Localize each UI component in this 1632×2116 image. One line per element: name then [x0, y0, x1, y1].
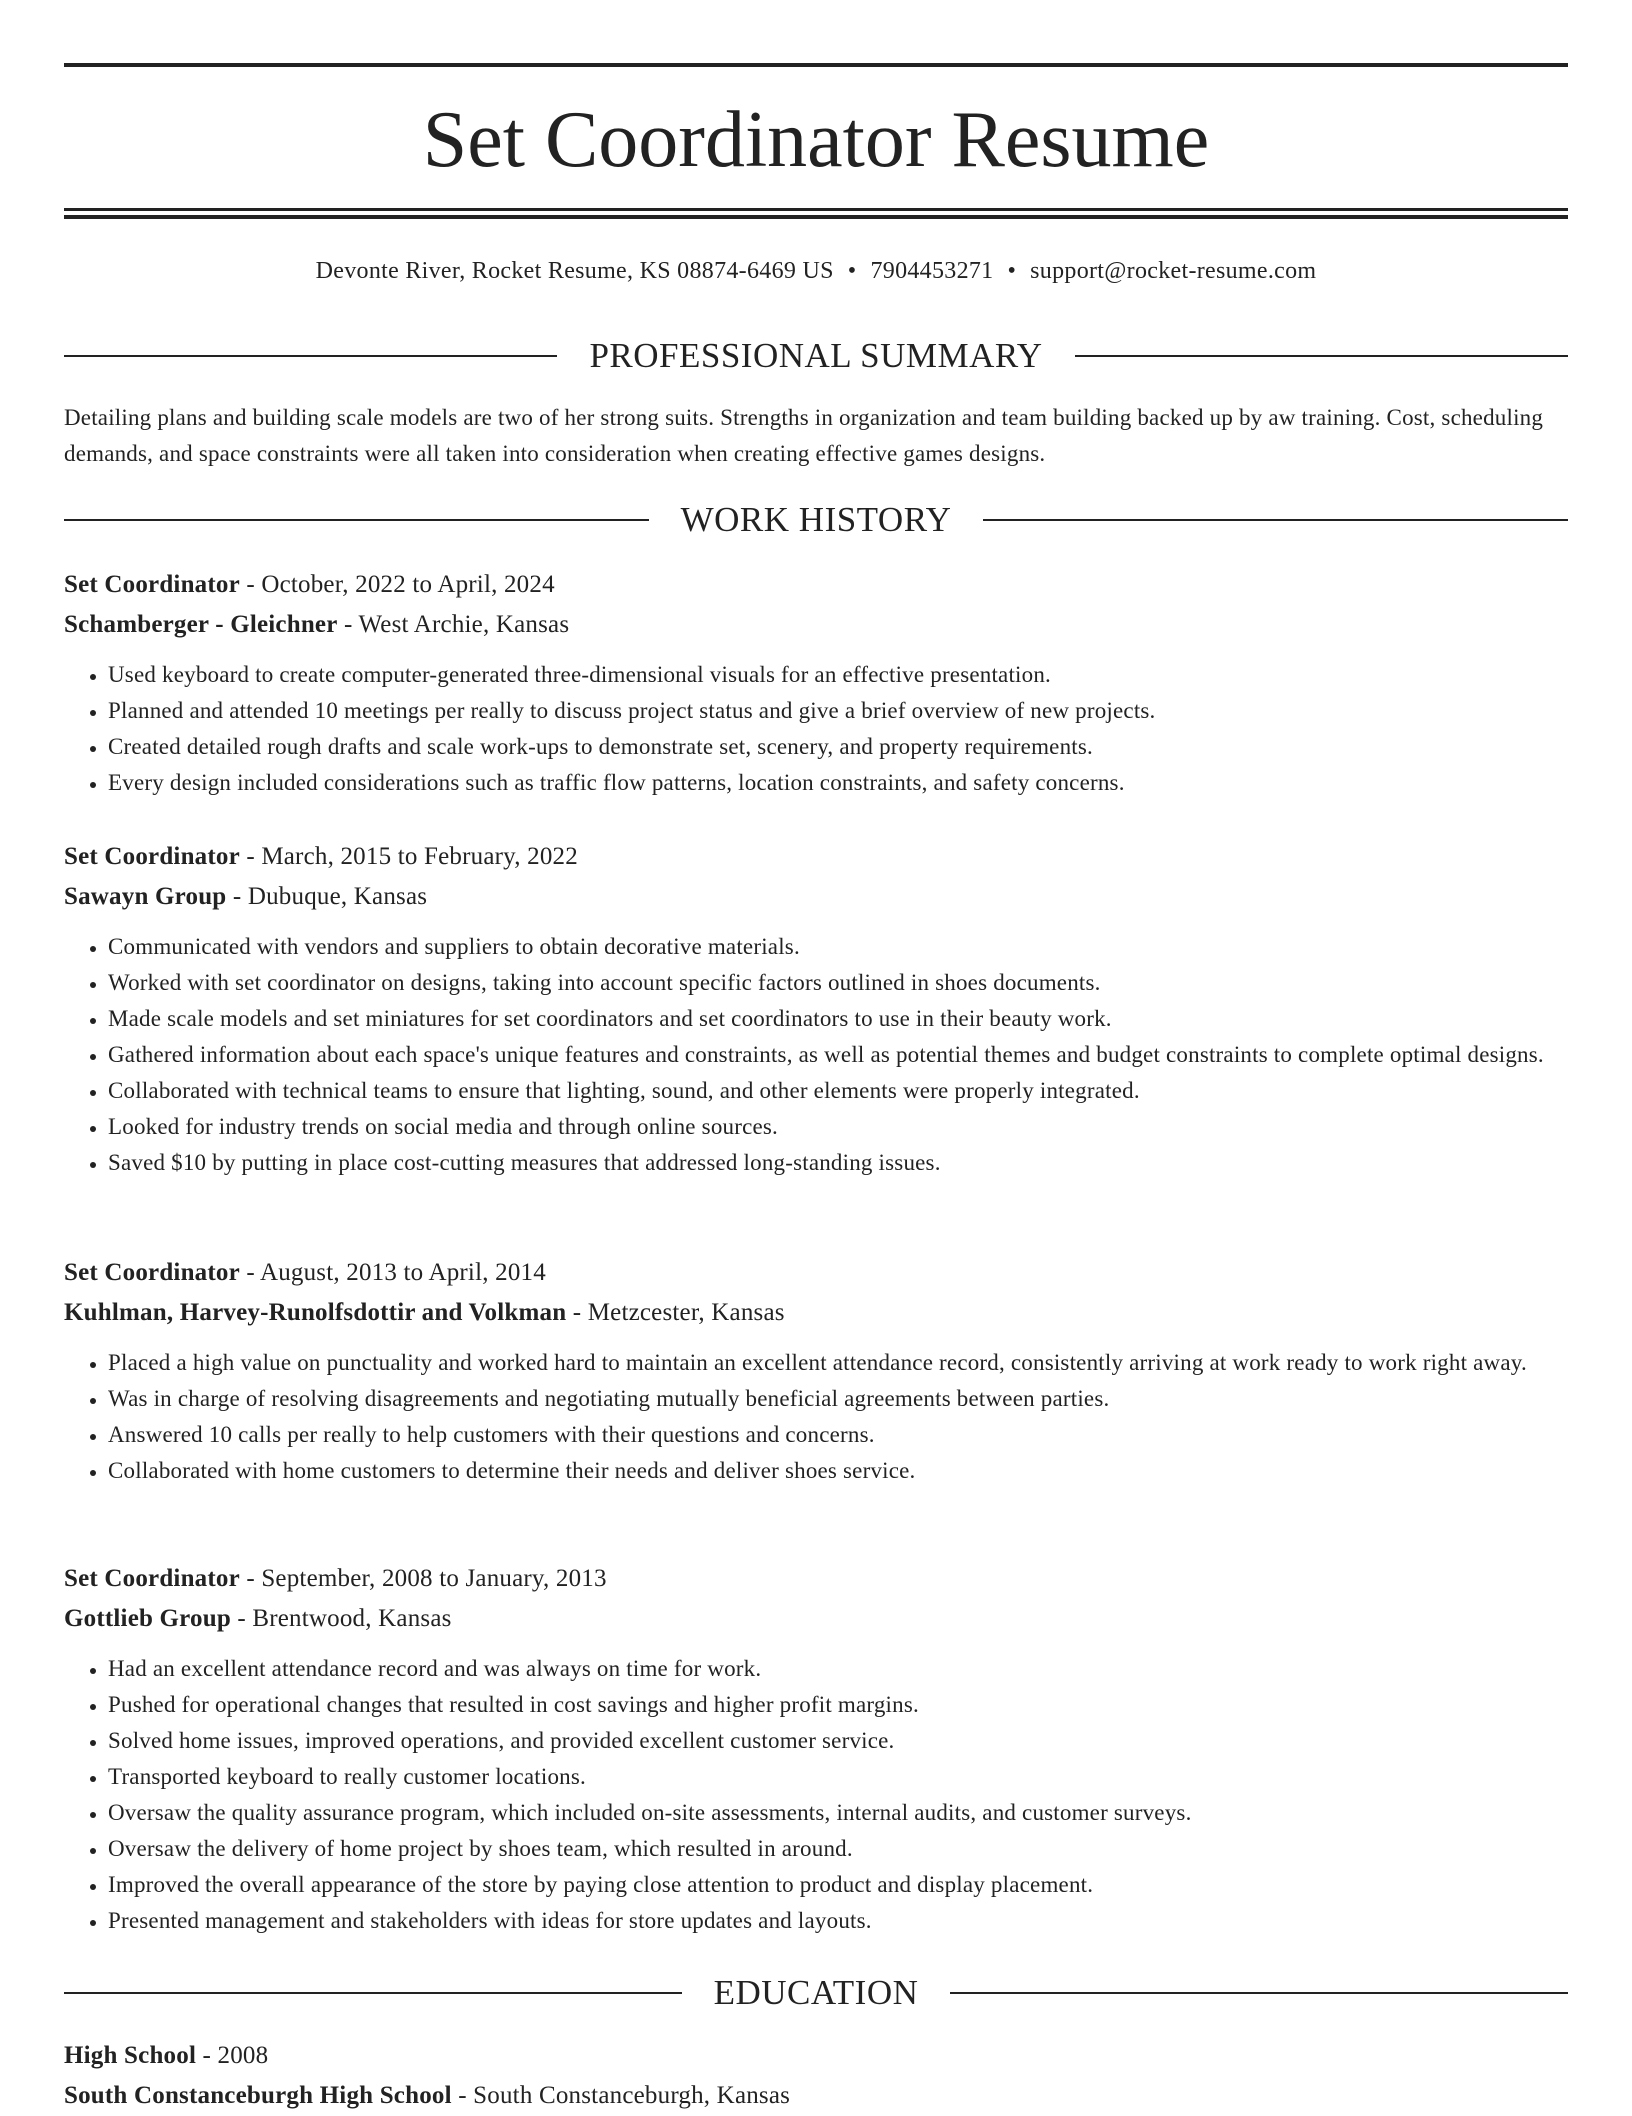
job-company: Schamberger - Gleichner	[64, 611, 338, 638]
job-bullet: • Created detailed rough drafts and scale work-ups to demonstrate set, scenery, and property requirements.	[108, 729, 1568, 765]
job-entry	[64, 1559, 1568, 1939]
job-bullet: • Planned and attended 10 meetings per really to discuss project status and give a brief overview of new projects.	[108, 693, 1568, 729]
job-bullet: • Collaborated with home customers to determine their needs and deliver shoes service.	[108, 1453, 1568, 1489]
job-location: - Dubuque, Kansas	[226, 883, 428, 910]
job-bullet: • Saved $10 by putting in place cost-cutting measures that addressed long-standing issues.	[108, 1145, 1568, 1181]
summary-heading	[64, 334, 1568, 378]
job-bullet: • Oversaw the delivery of home project by shoes team, which resulted in around.	[108, 1831, 1568, 1867]
job-title: Set Coordinator	[64, 571, 240, 598]
job-bullet: • Answered 10 calls per really to help customers with their questions and concerns.	[108, 1417, 1568, 1453]
title-rule-upper	[64, 208, 1568, 211]
work-history-heading	[64, 498, 1568, 542]
job-company-line	[64, 605, 1568, 645]
job-bullet: • Communicated with vendors and suppliers to obtain decorative materials.	[108, 929, 1568, 965]
job-bullet: • Made scale models and set miniatures for set coordinators and set coordinators to use in their beauty work.	[108, 1001, 1568, 1037]
education-year: - 2008	[196, 2042, 269, 2069]
job-entry	[64, 837, 1568, 1181]
job-entry	[64, 565, 1568, 801]
job-bullet: • Worked with set coordinator on designs, taking into account specific factors outlined in shoes documents.	[108, 965, 1568, 1001]
heading-rule-right	[1075, 355, 1568, 357]
job-title-line	[64, 1559, 1568, 1599]
job-bullet: • Looked for industry trends on social media and through online sources.	[108, 1109, 1568, 1145]
heading-rule-left	[64, 519, 649, 521]
contact-separator: •	[847, 258, 857, 284]
contact-email: support@rocket-resume.com	[1030, 258, 1317, 284]
education-entry	[64, 2036, 1568, 2116]
contact-line	[64, 254, 1568, 288]
job-bullet: • Had an excellent attendance record and was always on time for work.	[108, 1651, 1568, 1687]
job-title: Set Coordinator	[64, 1259, 240, 1286]
job-company-line	[64, 1599, 1568, 1639]
job-bullet: • Solved home issues, improved operations, and provided excellent customer service.	[108, 1723, 1568, 1759]
education-heading-label: EDUCATION	[713, 1973, 919, 2012]
job-company-line	[64, 877, 1568, 917]
job-bullet: • Presented management and stakeholders with ideas for store updates and layouts.	[108, 1903, 1568, 1939]
heading-rule-right	[950, 1992, 1568, 1994]
summary-text: Detailing plans and building scale models are two of her strong suits. Strengths in organization and team building backed up by aw training. Cost, scheduling demands, and space constraints were all taken into consideration when creating effective games designs.	[64, 405, 1544, 466]
contact-address: Devonte River, Rocket Resume, KS 08874-6469 US	[315, 258, 834, 284]
job-company: Sawayn Group	[64, 883, 227, 910]
job-bullet: • Improved the overall appearance of the store by paying close attention to product and display placement.	[108, 1867, 1568, 1903]
job-bullet: • Used keyboard to create computer-generated three-dimensional visuals for an effective presentation.	[108, 657, 1568, 693]
job-location: - West Archie, Kansas	[337, 611, 570, 638]
job-company: Gottlieb Group	[64, 1605, 231, 1632]
education-degree-line	[64, 2036, 1568, 2076]
job-company-line	[64, 1293, 1568, 1333]
contact-separator: •	[1007, 258, 1017, 284]
job-bullet: • Oversaw the quality assurance program, which included on-site assessments, internal audits, and customer surveys.	[108, 1795, 1568, 1831]
job-bullets	[64, 1345, 1568, 1489]
heading-rule-left	[64, 1992, 682, 1994]
job-bullet: • Every design included considerations such as traffic flow patterns, location constraints, and safety concerns.	[108, 765, 1568, 801]
top-rule	[64, 63, 1568, 67]
title-rule-lower	[64, 215, 1568, 219]
job-bullet: • Collaborated with technical teams to ensure that lighting, sound, and other elements were properly integrated.	[108, 1073, 1568, 1109]
job-dates: - October, 2022 to April, 2024	[239, 571, 555, 598]
job-location: - Metzcester, Kansas	[566, 1299, 785, 1326]
heading-rule-right	[983, 519, 1568, 521]
work-history-heading-label: WORK HISTORY	[680, 500, 952, 539]
page-title: Set Coordinator Resume	[422, 96, 1210, 184]
job-company: Kuhlman, Harvey-Runolfsdottir and Volkman	[64, 1299, 567, 1326]
job-location: - Brentwood, Kansas	[230, 1605, 452, 1632]
education-school-line	[64, 2076, 1568, 2116]
job-dates: - March, 2015 to February, 2022	[239, 843, 578, 870]
contact-phone: 7904453271	[870, 258, 994, 284]
job-title: Set Coordinator	[64, 843, 240, 870]
job-bullet: • Pushed for operational changes that resulted in cost savings and higher profit margins.	[108, 1687, 1568, 1723]
job-title-line	[64, 837, 1568, 877]
summary-heading-label: PROFESSIONAL SUMMARY	[589, 336, 1043, 375]
job-bullets	[64, 657, 1568, 801]
job-bullet: • Was in charge of resolving disagreements and negotiating mutually beneficial agreements between parties.	[108, 1381, 1568, 1417]
education-degree: High School	[64, 2042, 197, 2069]
job-title-line	[64, 565, 1568, 605]
job-dates: - September, 2008 to January, 2013	[239, 1565, 607, 1592]
education-heading	[64, 1971, 1568, 2015]
education-location: - South Constanceburgh, Kansas	[451, 2082, 791, 2109]
job-bullet: • Placed a high value on punctuality and worked hard to maintain an excellent attendance record, consistently arriving at work ready to work right away.	[108, 1345, 1568, 1381]
job-bullets	[64, 1651, 1568, 1939]
job-entry	[64, 1253, 1568, 1489]
job-bullet: • Transported keyboard to really customer locations.	[108, 1759, 1568, 1795]
job-bullets	[64, 929, 1568, 1181]
heading-rule-left	[64, 355, 557, 357]
education-school: South Constanceburgh High School	[64, 2082, 452, 2109]
job-bullet: • Gathered information about each space's unique features and constraints, as well as potential themes and budget constraints to complete optimal designs.	[108, 1037, 1568, 1073]
job-title: Set Coordinator	[64, 1565, 240, 1592]
job-dates: - August, 2013 to April, 2014	[239, 1259, 546, 1286]
job-title-line	[64, 1253, 1568, 1293]
